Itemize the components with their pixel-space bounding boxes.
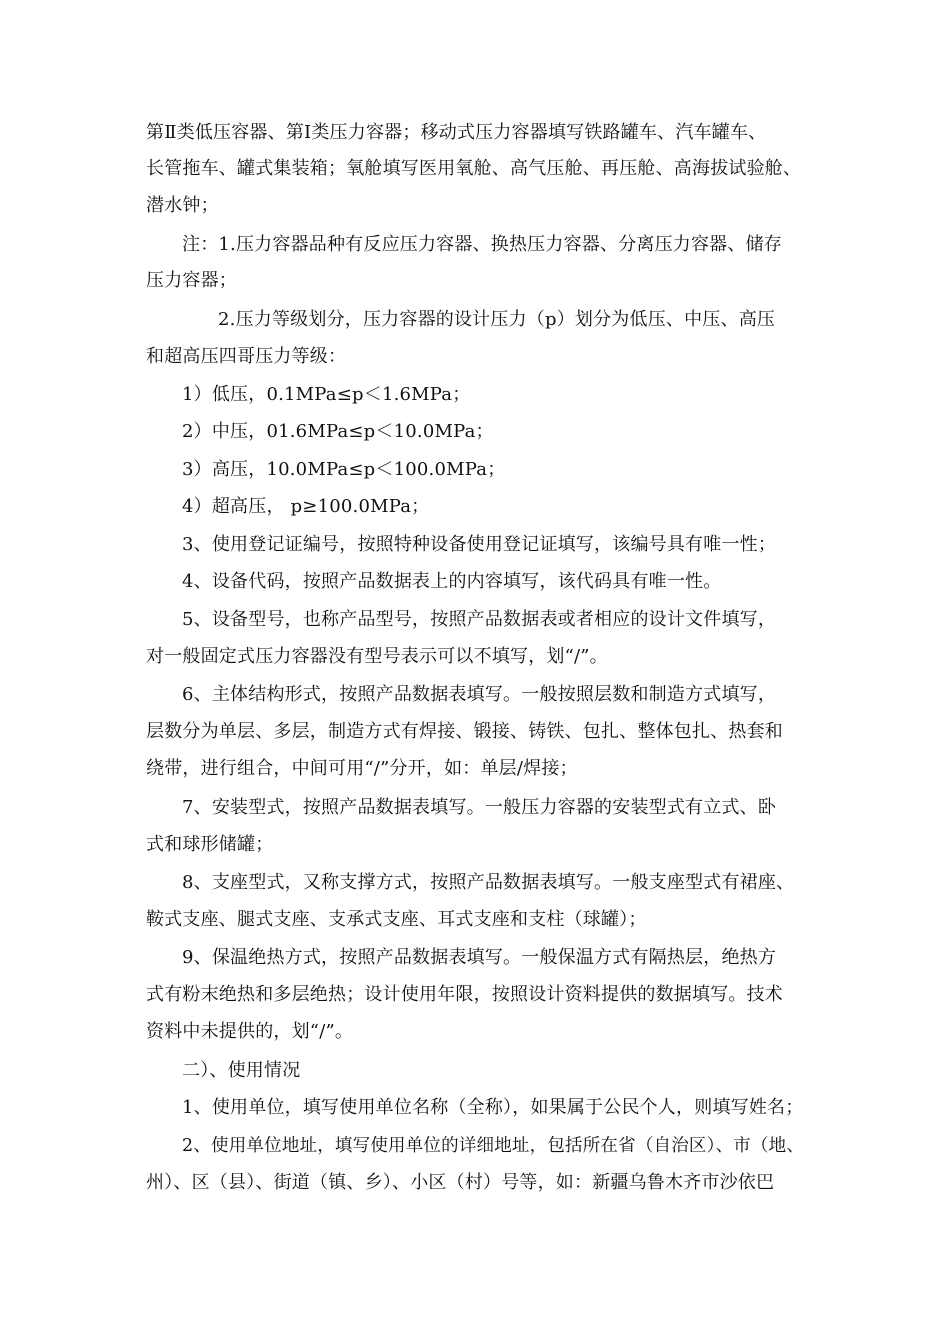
text-line: 6、主体结构形式，按照产品数据表填写。一般按照层数和制造方式填写， (182, 684, 777, 705)
text-line: 层数分为单层、多层，制造方式有焊接、锻接、铸铁、包扎、整体包扎、热套和 (146, 721, 783, 742)
text-line: 潜水钟； (146, 195, 219, 216)
text-line: 鞍式支座、腿式支座、支承式支座、耳式支座和支柱（球罐）； (146, 909, 647, 930)
text-line: 绕带，进行组合，中间可用“/”分开，如：单层/焊接； (146, 758, 578, 779)
text-line: 资料中未提供的，划“/”。 (146, 1021, 354, 1042)
text-line: 7、安装型式，按照产品数据表填写。一般压力容器的安装型式有立式、卧 (182, 797, 777, 818)
text-line: 3）高压，10.0MPa≤p＜100.0MPa； (182, 459, 506, 480)
text-line: 1）低压，0.1MPa≤p＜1.6MPa； (182, 384, 471, 405)
text-line: 2.压力等级划分，压力容器的设计压力（p）划分为低压、中压、高压 (218, 309, 776, 330)
text-line: 8、支座型式，又称支撑方式，按照产品数据表填写。一般支座型式有裙座、 (182, 872, 795, 893)
text-line: 第Ⅱ类低压容器、第Ⅰ类压力容器；移动式压力容器填写铁路罐车、汽车罐车、 (146, 122, 767, 143)
text-line: 对一般固定式压力容器没有型号表示可以不填写，划“/”。 (146, 646, 608, 667)
text-line: 式和球形储罐； (146, 834, 274, 855)
text-line: 2）中压，01.6MPa≤p＜10.0MPa； (182, 421, 494, 442)
text-line: 注：1.压力容器品种有反应压力容器、换热压力容器、分离压力容器、储存 (182, 234, 782, 255)
text-line: 州）、区（县）、街道（镇、乡）、小区（村）号等，如：新疆乌鲁木齐市沙依巴 (146, 1172, 775, 1193)
text-line: 压力容器； (146, 270, 237, 291)
text-line: 3、使用登记证编号，按照特种设备使用登记证填写，该编号具有唯一性； (182, 534, 777, 555)
section-heading: 二）、使用情况 (182, 1060, 301, 1081)
text-line: 5、设备型号，也称产品型号，按照产品数据表或者相应的设计文件填写， (182, 609, 777, 630)
text-line: 长管拖车、罐式集装箱；氧舱填写医用氧舱、高气压舱、再压舱、高海拔试验舱、 (146, 158, 802, 179)
text-line: 2、使用单位地址，填写使用单位的详细地址，包括所在省（自治区）、市（地、 (182, 1136, 805, 1156)
text-line: 和超高压四哥压力等级： (146, 346, 347, 367)
text-line: 式有粉末绝热和多层绝热；设计使用年限，按照设计资料提供的数据填写。技术 (146, 984, 783, 1005)
text-line: 4、设备代码，按照产品数据表上的内容填写，该代码具有唯一性。 (182, 571, 722, 592)
text-line: 4）超高压， p≥100.0MPa； (182, 496, 430, 517)
text-line: 9、保温绝热方式，按照产品数据表填写。一般保温方式有隔热层，绝热方 (182, 947, 777, 968)
text-line: 1、使用单位，填写使用单位名称（全称），如果属于公民个人，则填写姓名； (182, 1097, 804, 1118)
